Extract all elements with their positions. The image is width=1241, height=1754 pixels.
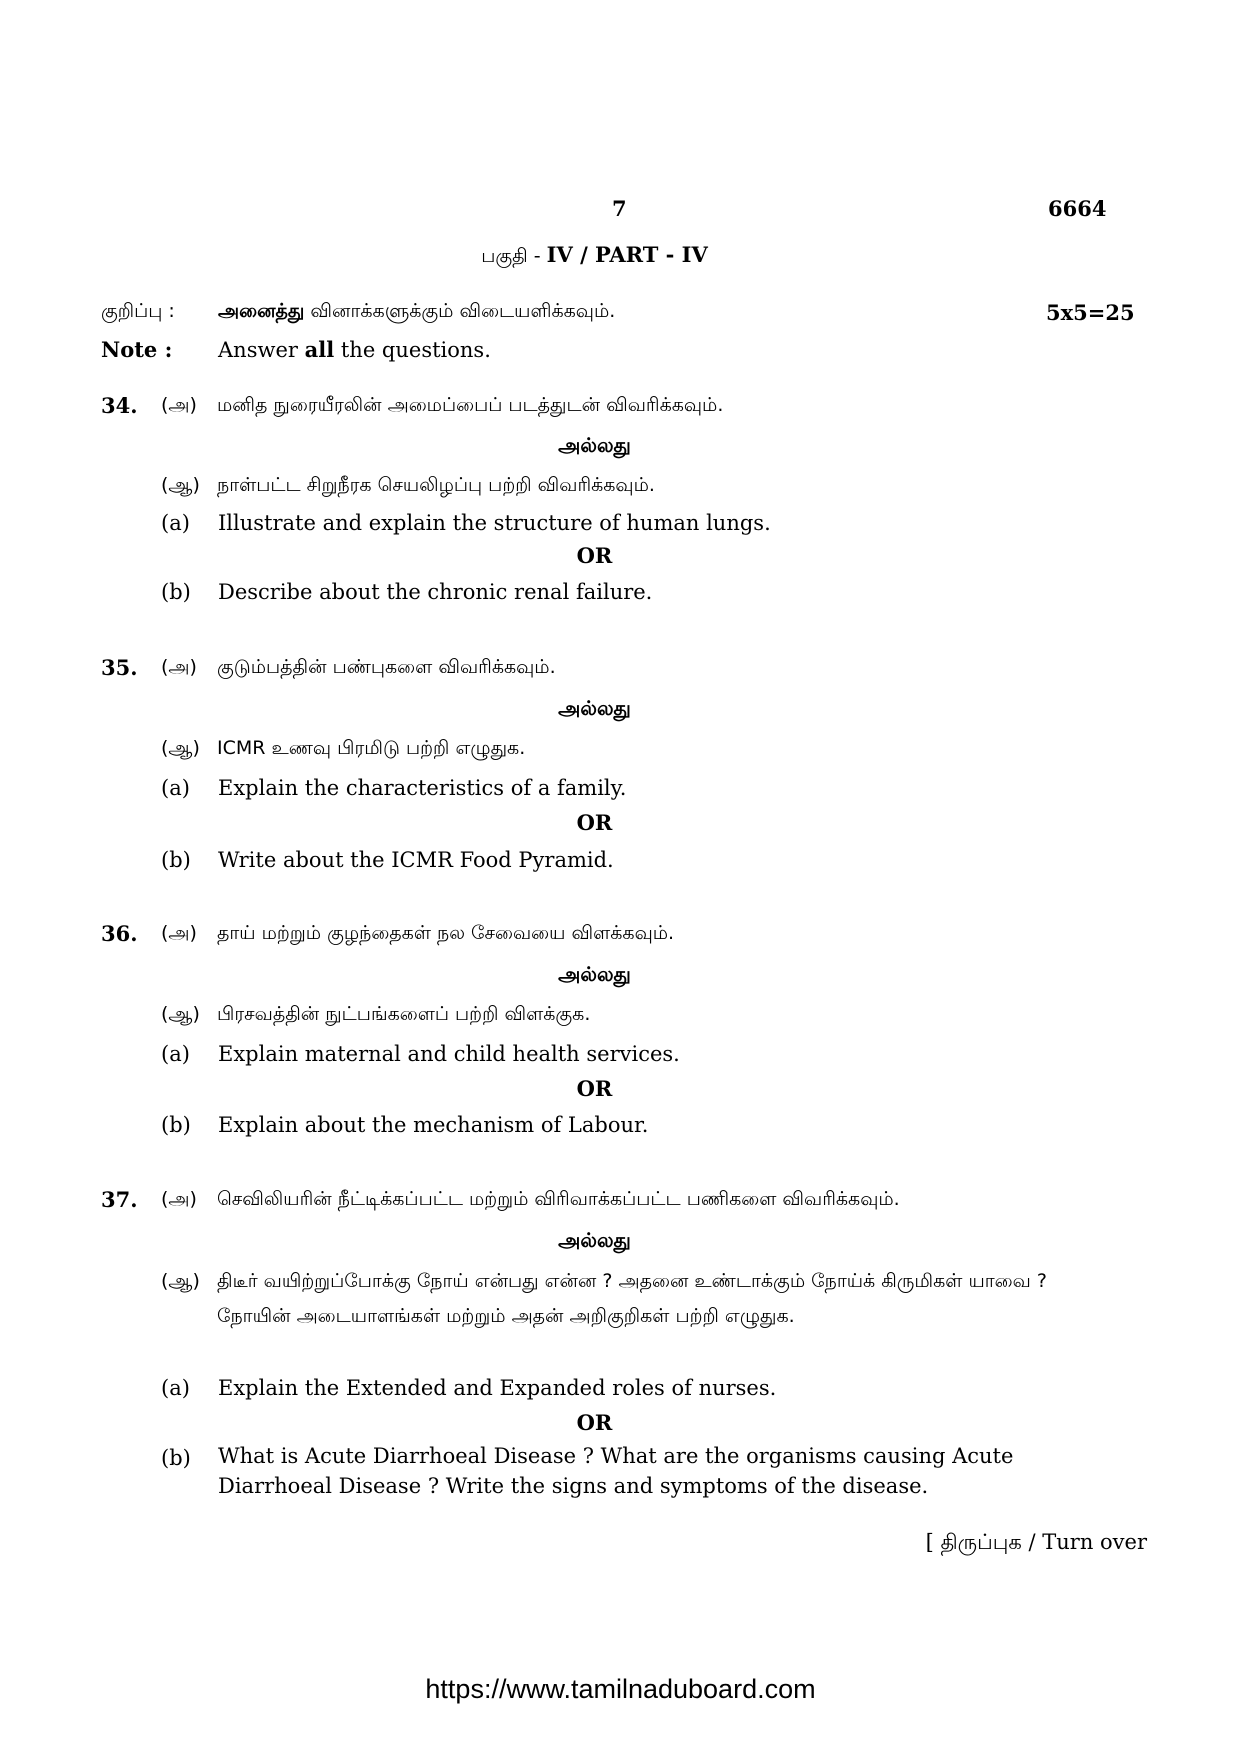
or-english: OR: [576, 810, 613, 835]
option-a-ta-text: தாய் மற்றும் குழந்தைகள் நல சேவையை விளக்கவும்.: [217, 922, 675, 944]
option-a-ta-marker: (அ): [161, 1188, 197, 1210]
note-label-ta: குறிப்பு :: [101, 300, 175, 322]
option-b-ta-text: ICMR உணவு பிரமிடு பற்றி எழுதுக.: [217, 737, 526, 759]
option-b-en-marker: (b): [161, 1446, 191, 1470]
or-tamil: அல்லது: [558, 962, 631, 986]
option-b-ta-marker: (ஆ): [161, 1003, 200, 1025]
note-label-en: Note :: [101, 337, 173, 362]
or-english: OR: [576, 543, 613, 568]
note-text-ta-rest: வினாக்களுக்கும் விடையளிக்கவும்.: [310, 300, 616, 322]
marks-label: 5x5=25: [1046, 300, 1135, 325]
note-text-ta-bold: அனைத்து: [218, 300, 305, 322]
option-b-ta-text: திடீர் வயிற்றுப்போக்கு நோய் என்பது என்ன ? அதனை உண்டாக்கும் நோய்க் கிருமிகள் யாவை ? நோயின் அடையாளங்கள் மற்றும் அதன் அறிகுறிகள் பற்றி எழுதுக.: [217, 1270, 1047, 1327]
or-tamil: அல்லது: [558, 433, 631, 457]
paper-code: 6664: [1048, 196, 1107, 221]
option-b-ta-marker: (ஆ): [161, 1270, 200, 1292]
option-b-en-marker: (b): [161, 848, 191, 872]
question-number: 34.: [101, 393, 138, 418]
question-number: 35.: [101, 655, 138, 680]
option-b-en-text: What is Acute Diarrhoeal Disease ? What are the organisms causing Acute Diarrhoeal Disease ? Write the signs and symptoms of the disease.: [218, 1444, 1014, 1498]
or-tamil: அல்லது: [558, 1228, 631, 1252]
part-title-ta: பகுதி -: [481, 245, 547, 267]
or-english: OR: [576, 1410, 613, 1435]
option-a-en-text: Explain the characteristics of a family.: [218, 776, 627, 800]
option-a-en-text: Explain maternal and child health services.: [218, 1042, 680, 1066]
option-b-en-text: Explain about the mechanism of Labour.: [218, 1113, 649, 1137]
or-tamil: அல்லது: [558, 696, 631, 720]
option-a-en-text: Explain the Extended and Expanded roles of nurses.: [218, 1376, 777, 1400]
turn-over: [ திருப்புக / Turn over: [925, 1530, 1147, 1554]
option-b-en-marker: (b): [161, 580, 191, 604]
option-a-en-marker: (a): [161, 776, 190, 800]
option-a-ta-text: மனித நுரையீரலின் அமைப்பைப் படத்துடன் விவரிக்கவும்.: [217, 394, 724, 416]
note-text-en: [218, 337, 491, 362]
footer-url[interactable]: https://www.tamilnaduboard.com: [425, 1674, 816, 1704]
note-text-en-pre: Answer: [218, 338, 298, 362]
option-a-en-marker: (a): [161, 1376, 190, 1400]
note-text-en-post: the questions.: [340, 338, 491, 362]
option-b-en-text: Describe about the chronic renal failure.: [218, 580, 653, 604]
option-a-ta-text: குடும்பத்தின் பண்புகளை விவரிக்கவும்.: [217, 656, 556, 678]
page-number: 7: [612, 196, 627, 221]
option-a-ta-marker: (அ): [161, 394, 197, 416]
or-english: OR: [576, 1076, 613, 1101]
option-a-en-marker: (a): [161, 1042, 190, 1066]
option-a-en-text: Illustrate and explain the structure of human lungs.: [218, 511, 771, 535]
option-b-en-text: Write about the ICMR Food Pyramid.: [218, 848, 614, 872]
option-a-ta-marker: (அ): [161, 922, 197, 944]
option-a-ta-marker: (அ): [161, 656, 197, 678]
part-title: [0, 242, 1189, 270]
option-b-ta-text: நாள்பட்ட சிறுநீரக செயலிழப்பு பற்றி விவரிக்கவும்.: [217, 474, 655, 496]
option-b-ta-marker: (ஆ): [161, 737, 200, 759]
option-b-en-marker: (b): [161, 1113, 191, 1137]
question-number: 36.: [101, 921, 138, 946]
part-title-en: IV / PART - IV: [546, 242, 708, 267]
option-b-ta-marker: (ஆ): [161, 474, 200, 496]
question-number: 37.: [101, 1187, 138, 1212]
note-text-en-bold: all: [304, 337, 335, 362]
option-a-en-marker: (a): [161, 511, 190, 535]
option-a-ta-text: செவிலியரின் நீட்டிக்கப்பட்ட மற்றும் விரிவாக்கப்பட்ட பணிகளை விவரிக்கவும்.: [217, 1188, 900, 1210]
option-b-ta-text: பிரசவத்தின் நுட்பங்களைப் பற்றி விளக்குக.: [217, 1003, 591, 1025]
note-text-ta: [218, 300, 615, 325]
